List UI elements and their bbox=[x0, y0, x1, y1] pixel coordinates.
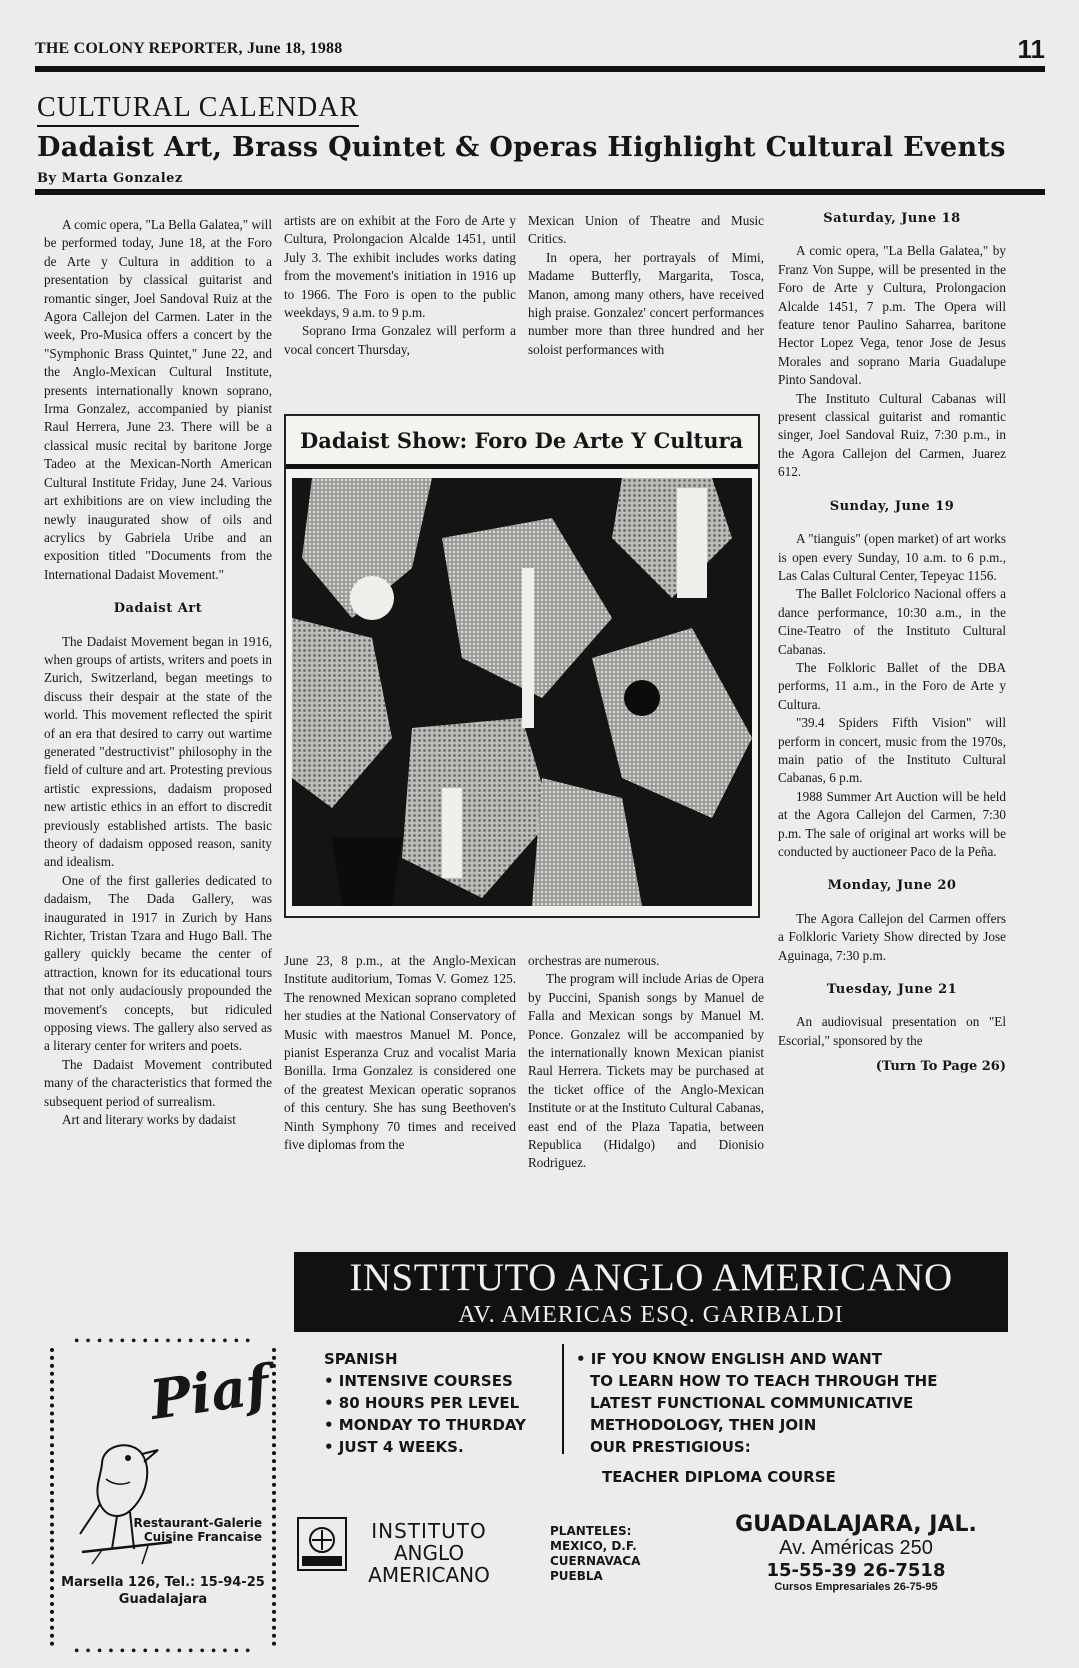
list-item: SPANISH bbox=[324, 1350, 398, 1368]
paragraph: The Ballet Folclorico Nacional offers a dance performance, 10:30 a.m., in the Cine-Teatro of the Instituto Cultural Cabanas. bbox=[778, 586, 1006, 657]
section-title: CULTURAL CALENDAR bbox=[37, 92, 360, 123]
piaf-city: Guadalajara bbox=[118, 1592, 208, 1607]
dotted-border-top: • • • • • • • • • • • • • • • • bbox=[74, 1334, 252, 1349]
institute-logo-text bbox=[354, 1520, 504, 1586]
paragraph: In opera, her portrayals of Mimi, Madame Butterfly, Margarita, Tosca, Manon, among many others, have received high praise. Gonzalez' concert performances number more than three hundred and her soloist performances with bbox=[528, 249, 764, 357]
spanish-course-list bbox=[324, 1348, 526, 1458]
contact-city: GUADALAJARA, JAL. bbox=[735, 1512, 977, 1537]
paragraph: The Folkloric Ballet of the DBA performs, 11 a.m., in the Foro de Arte y Cultura. bbox=[778, 659, 1006, 712]
ad-address: AV. AMERICAS ESQ. GARIBALDI bbox=[458, 1302, 844, 1328]
photo-box bbox=[284, 414, 760, 918]
paragraph: orchestras are numerous. bbox=[528, 953, 660, 968]
piaf-type-line1: Restaurant-Galerie bbox=[133, 1516, 262, 1530]
pitch-line: OUR PRESTIGIOUS: bbox=[590, 1438, 751, 1456]
photo-rule bbox=[286, 464, 758, 469]
piaf-restaurant-ad bbox=[50, 1334, 276, 1660]
page-header bbox=[35, 36, 1045, 66]
subhead-dadaist-art: Dadaist Art bbox=[113, 601, 203, 617]
campus-label: PLANTELES: bbox=[550, 1524, 632, 1538]
paragraph: The Dadaist Movement began in 1916, when groups of artists, writers and poets in Zurich, Switzerland, began meetings to discuss their despair at the state of the world. This movement reflected the spirit of an era that desired to carry out wartime generated "destructivist" philosophy in the field of culture and art. Protesting previous artistic expressions, dadaism proposed new artistic ethics in an effort to discredit previously established artists. The basic theory of dadaism opposed reason, sanity and idealism. bbox=[44, 633, 272, 870]
instituto-anglo-americano-ad bbox=[294, 1252, 1008, 1593]
paragraph: June 23, 8 p.m., at the Anglo-Mexican Institute auditorium, Tomas V. Gomez 125. The renowned Mexican soprano completed her studies at the National Conservatory of Music with maestros Manuel M. Ponce, pianist Esperanza Cruz and vocalist Maria Bonilla. Irma Gonzalez is considered one of the greatest Mexican operatic sopranos of this century. She has sung Beethoven's Ninth Symphony 70 times and received five diplomas from the bbox=[284, 953, 516, 1153]
piaf-type bbox=[120, 1516, 262, 1544]
publication-date: THE COLONY REPORTER, June 18, 1988 bbox=[35, 40, 343, 57]
day-heading-saturday: Saturday, June 18 bbox=[823, 211, 961, 226]
dadaist-artwork-image bbox=[292, 478, 752, 906]
ad-title: INSTITUTO ANGLO AMERICANO bbox=[349, 1256, 953, 1299]
paragraph: A "tianguis" (open market) of art works is open every Sunday, 10 a.m. to 6 p.m., Las Calas Cultural Center, Tepeyac 1156. bbox=[778, 531, 1006, 583]
column-2-top bbox=[284, 212, 516, 359]
section-underline bbox=[37, 125, 359, 127]
paragraph: Art and literary works by dadaist bbox=[62, 1112, 236, 1128]
column-1 bbox=[44, 216, 272, 1130]
day-heading-tuesday: Tuesday, June 21 bbox=[826, 982, 958, 998]
guadalajara-contact bbox=[726, 1512, 986, 1593]
paragraph: The Dadaist Movement contributed many of the characteristics that formed the subsequent period of surrealism. bbox=[44, 1056, 272, 1109]
piaf-type-line2: Cuisine Francaise bbox=[143, 1530, 262, 1544]
piaf-logo: Piaf bbox=[146, 1352, 274, 1432]
paragraph: 1988 Summer Art Auction will be held at the Agora Callejon del Carmen, 7:30 p.m. The sale of original art works will be conducted by auctioneer Paco de la Peña. bbox=[778, 788, 1006, 859]
campus-item: MEXICO, D.F. bbox=[550, 1539, 637, 1553]
campus-item: CUERNAVACA bbox=[550, 1554, 641, 1568]
list-item: • MONDAY TO THURDAY bbox=[324, 1416, 526, 1434]
paragraph: The Agora Callejon del Carmen offers a Folkloric Variety Show directed by Jose Aguinaga, 7:30 p.m. bbox=[778, 910, 1006, 963]
logo-line: AMERICANO bbox=[368, 1563, 490, 1587]
logo-line: ANGLO bbox=[393, 1541, 465, 1565]
campus-item: PUEBLA bbox=[550, 1569, 603, 1583]
contact-phones: 15-55-39 26-7518 bbox=[766, 1560, 946, 1581]
paragraph: Soprano Irma Gonzalez will perform a vocal concert Thursday, bbox=[284, 323, 516, 357]
bird-icon bbox=[72, 1424, 182, 1574]
column-3-bottom bbox=[528, 952, 764, 1173]
day-heading-sunday: Sunday, June 19 bbox=[829, 498, 955, 514]
pitch-line: METHODOLOGY, THEN JOIN bbox=[590, 1416, 817, 1434]
paragraph: One of the first galleries dedicated to dadaism, The Dada Gallery, was inaugurated in 1917 in Zurich by Hans Richter, Tristan Tzara and Hugo Ball. The gallery quickly became the center of attraction, known for its educational tours that not only audaciously propounded the movement's concepts, but ridiculed opposing views. The gallery also served as a literary center for writers and poets. bbox=[44, 872, 272, 1054]
ad-divider bbox=[562, 1344, 564, 1454]
header-rule bbox=[35, 66, 1045, 72]
piaf-address-line: Marsella 126, Tel.: 15-94-25 bbox=[61, 1575, 265, 1590]
dotted-border-bottom: • • • • • • • • • • • • • • • • bbox=[74, 1644, 252, 1659]
headline-rule bbox=[35, 189, 1045, 195]
pitch-line: TO LEARN HOW TO TEACH THROUGH THE bbox=[590, 1372, 938, 1390]
continued-notice: (Turn To Page 26) bbox=[875, 1059, 1006, 1075]
photo-title: Dadaist Show: Foro De Arte Y Cultura bbox=[300, 428, 744, 453]
ad-banner bbox=[294, 1252, 1008, 1332]
piaf-address bbox=[54, 1574, 272, 1608]
logo-line: INSTITUTO bbox=[371, 1519, 487, 1543]
list-item: • JUST 4 WEEKS. bbox=[324, 1438, 464, 1456]
paragraph: artists are on exhibit at the Foro de Arte y Cultura, Prolongacion Alcalde 1451, until July 3. The exhibit includes works dating from the movement's initiation in 1916 up to 1966. The Foro is open to the public weekdays, 9 a.m. to 9 p.m. bbox=[284, 213, 516, 321]
byline: By Marta Gonzalez bbox=[37, 171, 183, 186]
contact-business-courses: Cursos Empresariales 26-75-95 bbox=[774, 1581, 938, 1593]
paragraph: A comic opera, "La Bella Galatea," by Franz Von Suppe, will be presented in the Foro de Arte y Cultura, Prolongacion Alcalde 1451, 7 p.m. The Opera will feature tenor Paulino Saharrea, baritone Hector Lopez Vega, tenor Jose de Jesus Morales and soprano Maria Guadalupe Pinto Sandoval. bbox=[778, 243, 1006, 388]
contact-street: Av. Américas 250 bbox=[779, 1537, 933, 1559]
teacher-diploma-course: TEACHER DIPLOMA COURSE bbox=[602, 1468, 836, 1486]
pitch-line: • IF YOU KNOW ENGLISH AND WANT bbox=[576, 1350, 882, 1368]
pitch-line: LATEST FUNCTIONAL COMMUNICATIVE bbox=[590, 1394, 914, 1412]
page-number: 11 bbox=[1017, 34, 1045, 64]
paragraph: An audiovisual presentation on "El Escorial," sponsored by the bbox=[778, 1014, 1006, 1048]
teacher-course-pitch bbox=[576, 1348, 996, 1458]
column-3-top bbox=[528, 212, 764, 359]
paragraph: Mexican Union of Theatre and Music Critics. bbox=[528, 213, 764, 247]
paragraph: The program will include Arias de Opera by Puccini, Spanish songs by Manuel de Falla and Mexican songs by Manuel M. Ponce. Gonzalez will be accompanied by the internationally known Mexican pianist Raul Herrera. Tickets may be purchased at the ticket office of the Anglo-Mexican Institute or at the Instituto Cultural Cabanas, east end of the Plaza Tapatia, between Republica (Hidalgo) and Dionisio Rodriguez. bbox=[528, 971, 764, 1171]
list-item: • 80 HOURS PER LEVEL bbox=[324, 1394, 520, 1412]
intro-paragraph: A comic opera, "La Bella Galatea," will be performed today, June 18, at the Foro de Arte y Cultura in addition to a presentation by classical guitarist and romantic singer, Joel Sandoval Ruiz at the Agora Callejon del Carmen. Later in the week, Pro-Musica offers a concert by the "Symphonic Brass Quintet," June 22, and the Anglo-Mexican Cultural Institute, presents internationally known soprano, Irma Gonzalez, accompanied by pianist Raul Herrera, June 23. There will be a classical music recital by baritone Jorge Tadeo at the Mexican-North American Cultural Institute Friday, June 24. Various art exhibitions are on view including the newly inaugurated show of oils and acrylics by Gabriela Uribe and an exposition titled "Documents from the International Dadaist Movement." bbox=[44, 217, 272, 582]
paragraph: "39.4 Spiders Fifth Vision" will perform in concert, music from the 1970s, main patio of the Instituto Cultural Cabanas, 6 p.m. bbox=[778, 715, 1006, 786]
column-2-bottom bbox=[284, 952, 516, 1154]
calendar-column bbox=[778, 210, 1006, 1077]
campus-list bbox=[550, 1524, 640, 1584]
list-item: • INTENSIVE COURSES bbox=[324, 1372, 513, 1390]
day-heading-monday: Monday, June 20 bbox=[827, 878, 957, 894]
headline: Dadaist Art, Brass Quintet & Operas Highlight Cultural Events bbox=[37, 132, 1006, 163]
paragraph: The Instituto Cultural Cabanas will present classical guitarist and romantic singer, Joel Sandoval Ruiz, 7:30 p.m., in the Agora Callejon del Carmen, Juarez 612. bbox=[778, 390, 1006, 480]
